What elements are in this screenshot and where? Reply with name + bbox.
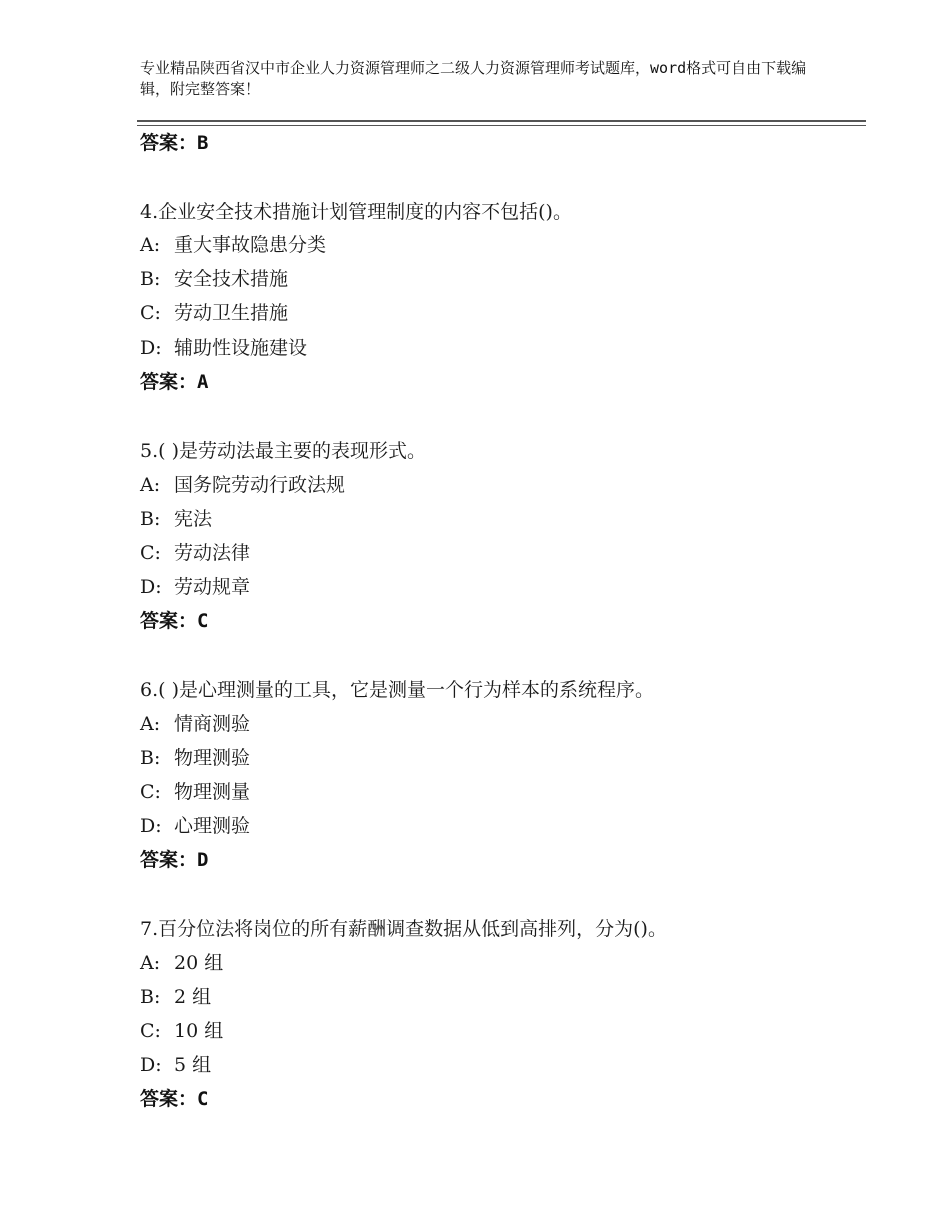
- option-c: [140, 541, 250, 565]
- option-key: D:: [140, 576, 162, 598]
- option-text: 劳动卫生措施: [174, 302, 289, 324]
- option-text: 10 组: [174, 1020, 224, 1042]
- option-key: A:: [140, 474, 161, 496]
- answer-label: 答案：: [140, 371, 198, 393]
- option-text: 国务院劳动行政法规: [174, 474, 346, 496]
- question-text: 6.( )是心理测量的工具，它是测量一个行为样本的系统程序。: [140, 679, 654, 701]
- option-key: C:: [140, 1020, 161, 1042]
- option-text: 2 组: [174, 986, 212, 1008]
- answer-value: C: [197, 610, 209, 632]
- option-text: 心理测验: [174, 815, 251, 837]
- option-text: 20 组: [174, 952, 224, 974]
- option-a: [140, 233, 326, 257]
- option-key: B:: [140, 747, 161, 769]
- answer-label: 答案：: [140, 849, 198, 871]
- option-key: C:: [140, 781, 161, 803]
- option-text: 物理测量: [174, 781, 251, 803]
- option-key: D:: [140, 1054, 162, 1076]
- answer-label: 答案：: [140, 132, 198, 154]
- option-a: [140, 951, 223, 975]
- option-d: [140, 575, 250, 599]
- answer-line: [140, 848, 208, 872]
- option-b: [140, 507, 212, 531]
- answer-value: A: [197, 371, 209, 393]
- answer-line: [140, 131, 208, 155]
- option-text: 辅助性设施建设: [174, 337, 308, 359]
- option-key: A:: [140, 713, 161, 735]
- option-b: [140, 267, 288, 291]
- option-key: C:: [140, 542, 161, 564]
- option-key: A:: [140, 952, 161, 974]
- option-key: D:: [140, 815, 162, 837]
- option-a: [140, 712, 250, 736]
- question-text: 5.( )是劳动法最主要的表现形式。: [140, 440, 426, 462]
- option-key: B:: [140, 986, 161, 1008]
- option-c: [140, 1019, 223, 1043]
- answer-label: 答案：: [140, 1088, 198, 1110]
- option-text: 劳动规章: [174, 576, 251, 598]
- answer-line: [140, 609, 208, 633]
- question-text: 7.百分位法将岗位的所有薪酬调查数据从低到高排列，分为()。: [140, 918, 667, 940]
- option-key: B:: [140, 508, 161, 530]
- option-b: [140, 985, 211, 1009]
- option-text: 安全技术措施: [174, 268, 289, 290]
- option-d: [140, 814, 250, 838]
- header-rule-thin: [137, 125, 866, 126]
- answer-line: [140, 1087, 208, 1111]
- option-c: [140, 301, 288, 325]
- option-text: 劳动法律: [174, 542, 251, 564]
- option-text: 宪法: [174, 508, 213, 530]
- answer-value: D: [197, 849, 209, 871]
- question-text: 4.企业安全技术措施计划管理制度的内容不包括()。: [140, 201, 572, 223]
- option-b: [140, 746, 250, 770]
- document-header: 专业精品陕西省汉中市企业人力资源管理师之二级人力资源管理师考试题库，word格式可自由下载编辑，附完整答案！: [140, 59, 807, 98]
- answer-label: 答案：: [140, 610, 198, 632]
- option-d: [140, 336, 307, 360]
- option-d: [140, 1053, 211, 1077]
- option-a: [140, 473, 345, 497]
- answer-value: B: [197, 132, 209, 154]
- header-rule-thick: [137, 120, 866, 122]
- option-text: 重大事故隐患分类: [174, 234, 327, 256]
- option-key: A:: [140, 234, 161, 256]
- option-c: [140, 780, 250, 804]
- option-text: 物理测验: [174, 747, 251, 769]
- answer-line: [140, 370, 208, 394]
- option-key: B:: [140, 268, 161, 290]
- option-key: D:: [140, 337, 162, 359]
- option-text: 5 组: [174, 1054, 212, 1076]
- option-text: 情商测验: [174, 713, 251, 735]
- answer-value: C: [197, 1088, 209, 1110]
- option-key: C:: [140, 302, 161, 324]
